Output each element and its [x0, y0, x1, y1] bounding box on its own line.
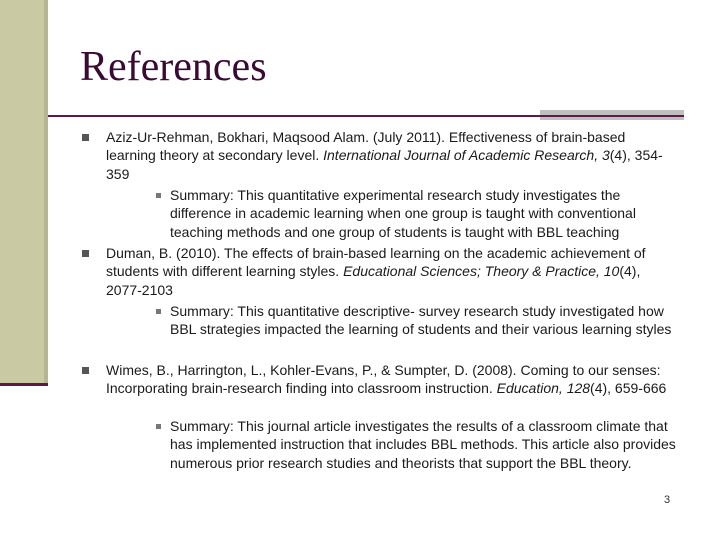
- decorative-left-band-edge: [44, 0, 48, 386]
- square-bullet-icon: [82, 367, 89, 374]
- reference-journal: Educational Sciences; Theory & Practice, 10: [343, 263, 620, 280]
- reference-journal: International Journal of Academic Research, 3: [323, 147, 610, 164]
- square-bullet-icon: [82, 134, 89, 141]
- square-bullet-icon: [156, 309, 161, 314]
- reference-summary: [170, 186, 680, 241]
- reference-item: [106, 361, 676, 398]
- reference-citation: Duman, B. (2010). The effects of brain-based learning on the academic achievement of students with different learning styles.: [106, 245, 646, 280]
- summary-text: Summary: This quantitative experimental research study investigates the difference in academic learning when one group is taught with conventional teaching methods and one group of students is taught with BBL teaching: [170, 187, 636, 240]
- reference-citation: Aziz-Ur-Rehman, Bokhari, Maqsood Alam. (July 2011). Effectiveness of brain-based learning theory at secondary level.: [106, 129, 626, 164]
- title-divider: [48, 115, 684, 117]
- page-number: 3: [664, 494, 671, 506]
- decorative-band-bottom-line: [0, 383, 48, 386]
- summary-text: Summary: This quantitative descriptive- survey research study investigated how BBL strategies impacted the learning of students and their various learning styles: [170, 303, 672, 338]
- reference-pages: (4), 2077-2103: [106, 263, 641, 298]
- reference-summary: [170, 302, 680, 339]
- reference-summary: [170, 417, 680, 472]
- reference-item: [106, 244, 676, 299]
- reference-item: [106, 128, 676, 183]
- slide-title: References: [80, 44, 267, 90]
- summary-text: Summary: This journal article investigates the results of a classroom climate that has implemented instruction that includes BBL methods. This article also provides numerous prior research studies and theorists that support the BBL theory.: [170, 418, 676, 471]
- reference-pages: (4), 659-666: [590, 380, 667, 397]
- reference-journal: Education, 128: [496, 380, 591, 397]
- reference-citation: Wimes, B., Harrington, L., Kohler-Evans, P., & Sumpter, D. (2008). Coming to our senses: Incorporating brain-research finding into classroom instruction.: [106, 362, 661, 397]
- reference-pages: (4), 354-359: [106, 147, 663, 182]
- square-bullet-icon: [82, 250, 89, 257]
- square-bullet-icon: [156, 424, 161, 429]
- square-bullet-icon: [156, 193, 161, 198]
- decorative-left-band: [0, 0, 48, 386]
